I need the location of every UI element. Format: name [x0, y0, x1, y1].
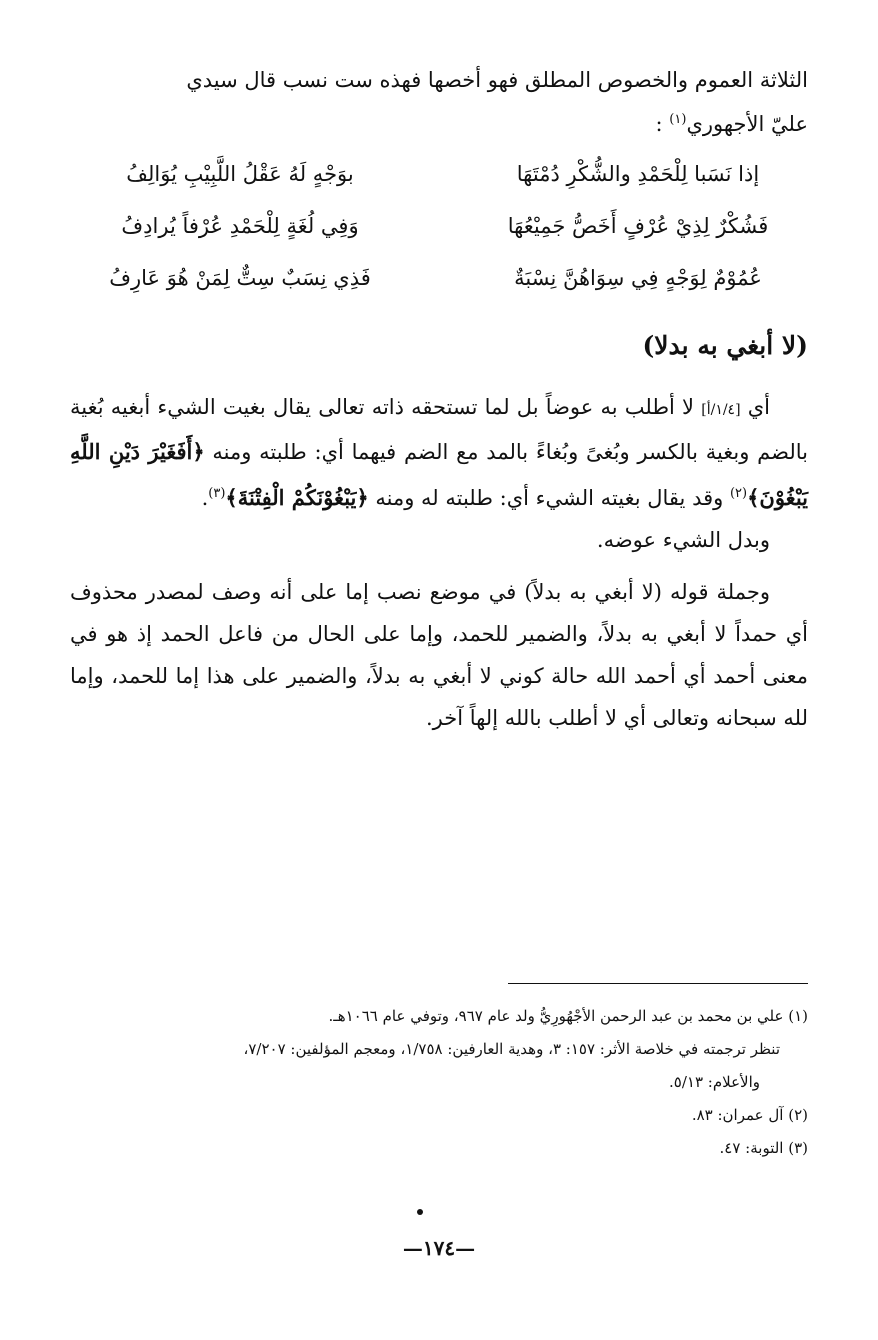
intro-line-2: عليّ الأجهوري	[686, 112, 808, 136]
footnote-1: (١) علي بن محمد بن عبد الرحمن الأجْهُورِيُّ ولد عام ٩٦٧، وتوفي عام ١٠٦٦هـ.	[328, 1007, 808, 1025]
footnotes	[70, 1000, 808, 1165]
ornament-dot	[417, 1209, 423, 1215]
poem-verse	[70, 148, 808, 200]
intro-paragraph	[70, 60, 808, 144]
verse-first-hemistich: فَشُكْرٌ لِذِيْ عُرْفٍ أَخَصُّ جَمِيْعُهَا	[507, 214, 769, 238]
poem-verse	[70, 252, 808, 304]
body-paragraph-1	[70, 386, 808, 519]
footnote-ref-2[interactable]: (٢)	[729, 486, 748, 501]
footnote-separator	[508, 983, 808, 984]
poem-verse	[70, 200, 808, 252]
poem	[70, 148, 808, 304]
verse-first-hemistich: إذا نَسَبا لِلْحَمْدِ والشُّكْرِ دُمْتَهَا	[516, 162, 760, 186]
footnote-1-sources: تنظر ترجمته في خلاصة الأثر: ١٥٧: ٣، وهدية العارفين: ١/٧٥٨، ومعجم المؤلفين: ٧/٢٠٧،	[243, 1040, 780, 1058]
section-heading: (لا أبغي به بدلا)	[642, 331, 808, 360]
verse-second-hemistich: فَذِي نِسَبٌ سِتٌّ لِمَنْ هُوَ عَارِفُ	[109, 266, 371, 290]
page-content	[70, 60, 808, 739]
body-paragraph-3: وجملة قوله (لا أبغي به بدلاً) في موضع نصب إما على أنه وصف لمصدر محذوف أي حمداً لا أبغي به بدلاً، والضمير للحمد، وإما على الحال من فاعل الحمد إذ هو في معنى أحمد أي أحمد الله حالة كوني لا أبغي به بدلاً، والضمير على هذا إما للحمد، وإما لله سبحانه وتعالى أي لا أطلب بالله إلهاً آخر.	[70, 580, 808, 730]
p1-start: أي	[747, 395, 771, 419]
intro-colon: :	[655, 112, 663, 136]
footnote-3: (٣) التوبة: ٤٧.	[719, 1139, 808, 1157]
intro-line-1: الثلاثة العموم والخصوص المطلق فهو أخصها فهذه ست نسب قال سيدي	[186, 68, 808, 92]
verse-second-hemistich: وَفِي لُغَةٍ لِلْحَمْدِ عُرْفاً يُرادِفُ	[121, 214, 359, 238]
p1-text: لا أطلب به عوضاً بل لما تستحقه ذاته تعالى يقال بغيت الشيء أبغيه بُغية بالضم وبغية بالكسر وبُغىً وبُغاءً بالمد مع الضم فيهما أي: طلبته ومنه	[70, 395, 808, 464]
footnote-1-sources-cont: والأعلام: ٥/١٣.	[669, 1073, 760, 1091]
quran-quote-1: ﴿أَفَغَيْرَ دَيْنِ اللَّهِ يَبْغُوْنَ﴾	[70, 439, 808, 510]
p1-end: .	[201, 486, 209, 510]
verse-first-hemistich: عُمُوْمٌ لِوَجْهٍ فِي سِوَاهُنَّ نِسْبَةٌ	[514, 266, 762, 290]
verse-second-hemistich: بوَجْهٍ لَهُ عَقْلُ اللَّبِيْبِ يُوَالِفُ	[126, 162, 354, 186]
page-number: —١٧٤—	[402, 1236, 476, 1260]
footnote-2: (٢) آل عمران: ٨٣.	[691, 1106, 808, 1124]
footnote-ref-1[interactable]: (١)	[669, 112, 687, 127]
footnote-ref-3[interactable]: (٣)	[208, 486, 226, 501]
manuscript-folio-ref: [١/٤/أ]	[701, 402, 741, 418]
body-paragraph-2: وبدل الشيء عوضه.	[596, 528, 770, 552]
quran-quote-2: ﴿يَبْغُوْنَكُمْ الْفِتْنَةَ﴾	[225, 485, 369, 510]
p1-text-cont: وقد يقال بغيته الشيء أي: طلبته له ومنه	[375, 486, 724, 510]
